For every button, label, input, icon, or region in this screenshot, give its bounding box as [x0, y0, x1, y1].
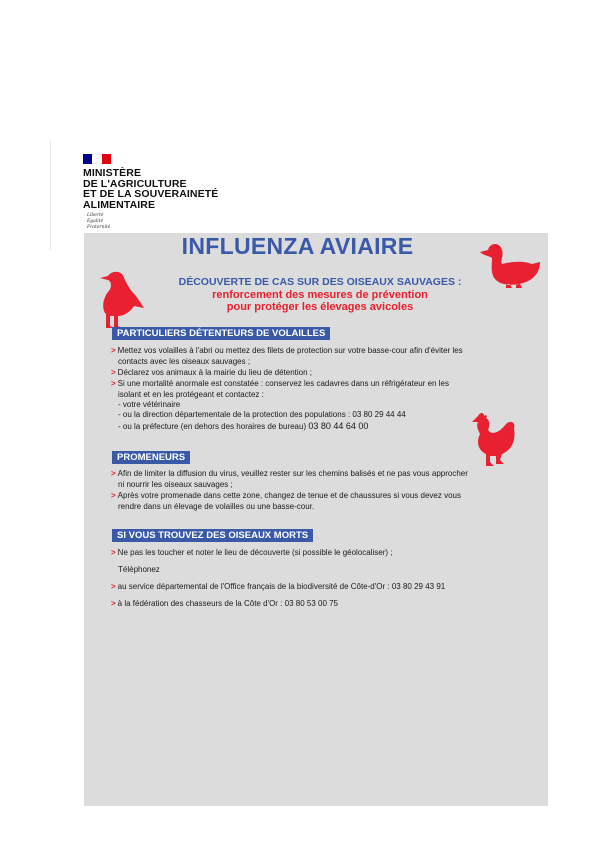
gull-icon — [96, 268, 146, 330]
subtitle-red-line-1: renforcement des mesures de prévention — [212, 289, 428, 301]
bullet-text-continued: isolant et en les protégeant et contactez : — [118, 389, 264, 399]
arrow-icon: > — [111, 469, 116, 478]
arrow-icon: > — [111, 368, 116, 377]
ministry-line-2: DE L'AGRICULTURE — [83, 177, 187, 190]
bullet-text: au service départemental de l'Office français de la biodiversité de Côte-d'Or : 03 80 29 43 91 — [117, 582, 446, 591]
bullet-text: Mettez vos volailles à l'abri ou mettez des filets de protection sur votre basse-cour afin d'éviter les — [117, 346, 463, 355]
bullet-text: Ne pas les toucher et noter le lieu de découverte (si possible le géolocaliser) ; — [117, 548, 393, 557]
bullet-text-continued: rendre dans un élevage de volailles ou une basse-cour. — [118, 501, 315, 511]
list-item — [111, 469, 521, 490]
contact-ddpp: - ou la direction départementale de la protection des populations : 03 80 29 44 44 — [118, 410, 406, 419]
ministry-line-3: ET DE LA SOUVERAINETÉ — [83, 188, 219, 200]
ministry-line-1: MINISTÈRE — [83, 167, 142, 179]
bullet-text-continued: ni nourrir les oiseaux sauvages ; — [118, 479, 233, 489]
poster-title: INFLUENZA AVIAIRE — [181, 233, 414, 259]
motto-fraternite: Fraternité — [87, 225, 111, 230]
prefecture-phone: 03 80 44 64 00 — [308, 421, 369, 431]
duck-icon — [478, 240, 544, 290]
prefecture-label: - ou la préfecture (en dehors des horaires de bureau) — [118, 422, 307, 431]
bullet-text: Après votre promenade dans cette zone, changez de tenue et de chaussures si vous devez vous — [117, 491, 461, 500]
section-heading-oiseaux-morts: SI VOUS TROUVEZ DES OISEAUX MORTS — [112, 529, 313, 542]
section-heading-promeneurs: PROMENEURS — [112, 451, 190, 464]
republic-motto — [87, 213, 110, 231]
bullet-text-continued: contacts avec les oiseaux sauvages ; — [118, 356, 251, 366]
arrow-icon: > — [111, 491, 116, 500]
contact-prefecture — [118, 421, 368, 433]
subtitle-red-line-2: pour protéger les élevages avicoles — [226, 300, 414, 313]
bullet-text: Déclarez vos animaux à la mairie du lieu de détention ; — [117, 368, 312, 377]
arrow-icon: > — [111, 346, 116, 355]
list-item — [111, 346, 521, 367]
poster-panel — [84, 233, 548, 806]
contact-veterinaire: - votre vétérinaire — [118, 400, 181, 409]
motto-egalite: Égalité — [87, 219, 104, 224]
poster-subtitle: DÉCOUVERTE DE CAS SUR DES OISEAUX SAUVAGES : — [178, 276, 462, 288]
arrow-icon: > — [111, 599, 116, 608]
ministry-line-4: ALIMENTAIRE — [83, 198, 156, 211]
list-item — [111, 368, 521, 379]
arrow-icon: > — [111, 582, 116, 591]
bullet-text: Si une mortalité anormale est constatée : conservez les cadavres dans un réfrigérateur en les — [117, 379, 449, 388]
bullet-text: Afin de limiter la diffusion du virus, veuillez rester sur les chemins balisés et ne pas vous approcher — [117, 469, 468, 478]
poster-subtitle-red — [120, 290, 520, 313]
telephonez-label: Téléphonez — [118, 565, 160, 574]
section-heading-particuliers: PARTICULIERS DÉTENTEURS DE VOLAILLES — [112, 327, 330, 340]
arrow-icon: > — [111, 548, 116, 557]
motto-liberte: Liberté — [87, 213, 104, 218]
list-item — [111, 582, 521, 593]
list-item — [111, 491, 521, 512]
republique-flag-logo — [83, 154, 111, 164]
list-item — [111, 379, 521, 400]
hen-icon — [470, 410, 518, 468]
list-item — [111, 599, 521, 610]
arrow-icon: > — [111, 379, 116, 388]
bullet-text: à la fédération des chasseurs de la Côte d'Or : 03 80 53 00 75 — [117, 599, 339, 608]
list-item — [111, 548, 521, 559]
ministry-name — [83, 168, 218, 210]
